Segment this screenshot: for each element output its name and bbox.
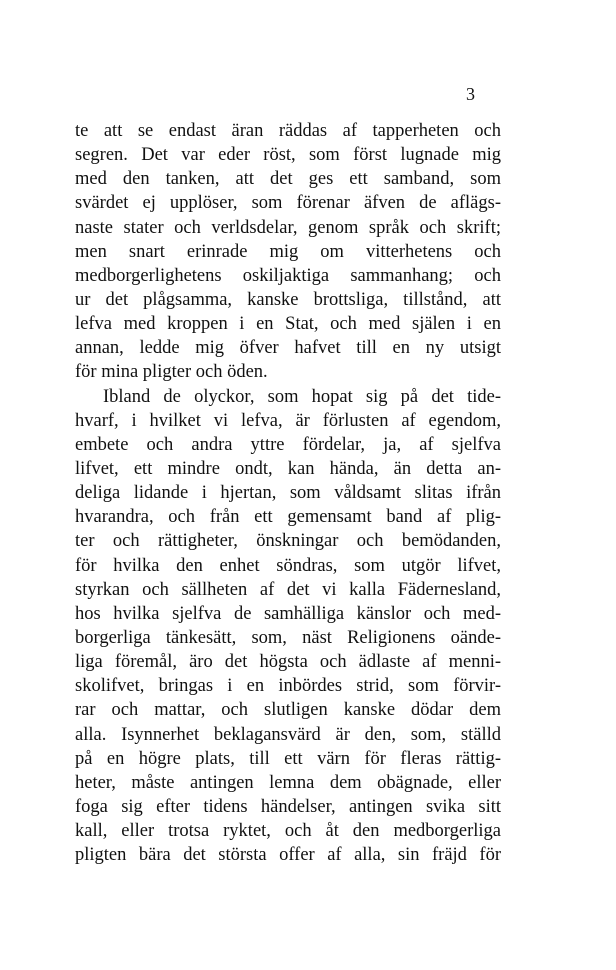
text-line: pligten bära det största offer af alla, sin fräjd för — [75, 845, 501, 866]
text-line: embete och andra yttre fördelar, ja, af sjelfva — [75, 434, 501, 455]
text-line: foga sig efter tidens händelser, antingen svika sitt — [75, 796, 501, 817]
text-line: alla. Isynnerhet beklagansvärd är den, som, ställd — [75, 724, 501, 745]
text-line: med den tanken, att det ges ett samband, som — [75, 169, 501, 190]
text-line: lifvet, ett mindre ondt, kan hända, än detta an- — [75, 458, 501, 479]
text-line: liga föremål, äro det högsta och ädlaste af menni- — [75, 652, 501, 673]
text-line: medborgerlighetens oskiljaktiga sammanhang; och — [75, 265, 501, 286]
text-line: lefva med kroppen i en Stat, och med själen i en — [75, 314, 501, 335]
text-line: kall, eller trotsa ryktet, och åt den medborgerliga — [75, 821, 501, 842]
text-line: svärdet ej upplöser, som förenar äfven de aflägs- — [75, 193, 501, 214]
text-line: skolifvet, bringas i en inbördes strid, som förvir- — [75, 676, 501, 697]
text-line: segren. Det var eder röst, som först lugnade mig — [75, 145, 501, 166]
text-line: deliga lidande i hjertan, som våldsamt slitas ifrån — [75, 483, 501, 504]
text-line: hvarf, i hvilket vi lefva, är förlusten af egendom, — [75, 410, 501, 431]
paragraph-1 — [75, 119, 501, 385]
text-line: för mina pligter och öden. — [75, 362, 268, 383]
text-line: Ibland de olyckor, som hopat sig på det tide- — [103, 386, 501, 407]
text-line: hvarandra, och från ett gemensamt band af plig- — [75, 507, 501, 528]
text-line: te att se endast äran räddas af tapperheten och — [75, 121, 501, 141]
text-line: styrkan och sällheten af det vi kalla Fäderneslаnd, — [75, 579, 501, 600]
text-line: ur det plågsamma, kanske brottsliga, tillstånd, att — [75, 289, 501, 310]
page-number: 3 — [466, 84, 475, 104]
text-line: naste stater och verldsdelar, genom språk och skrift; — [75, 217, 501, 238]
text-line: ter och rättigheter, önskningar och bemödanden, — [75, 531, 501, 552]
text-line: heter, måste antingen lemna dem obägnade, eller — [75, 772, 501, 793]
body-text — [75, 119, 501, 867]
text-line: rar och mattar, och slutligen kanske dödar dem — [75, 700, 501, 721]
text-line: på en högre plats, till ett värn för fleras rättig- — [75, 748, 501, 769]
text-line: för hvilka den enhet söndras, som utgör lifvet, — [75, 555, 501, 576]
text-line: hos hvilka sjelfva de samhälliga känslor och med- — [75, 603, 501, 624]
text-line: men snart erinrade mig om vitterhetens och — [75, 241, 501, 262]
text-line: borgerliga tänkesätt, som, näst Religionens oände- — [75, 627, 501, 648]
text-line: annan, ledde mig öfver hafvet till en ny utsigt — [75, 338, 501, 359]
paragraph-2 — [75, 385, 501, 868]
